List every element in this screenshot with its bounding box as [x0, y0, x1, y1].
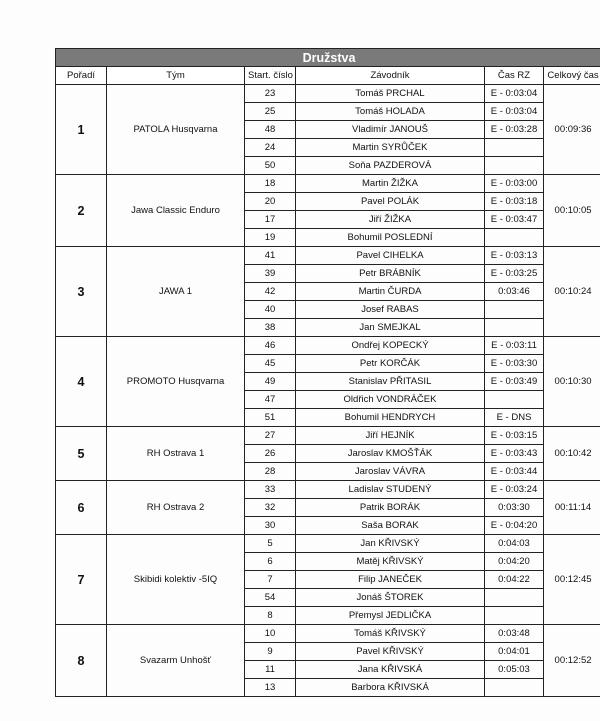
rz-time: 0:03:30: [485, 499, 544, 517]
header-row: [56, 67, 600, 85]
rz-time: E - 0:03:24: [485, 481, 544, 499]
start-number: 19: [245, 229, 296, 247]
start-number: 47: [245, 391, 296, 409]
header-start: Start. číslo: [245, 67, 296, 85]
start-number: 23: [245, 85, 296, 103]
rider-row: [56, 427, 600, 445]
team-name: RH Ostrava 1: [107, 427, 245, 481]
start-number: 32: [245, 499, 296, 517]
start-number: 42: [245, 283, 296, 301]
rz-time: E - 0:03:28: [485, 121, 544, 139]
team-name: Jawa Classic Enduro: [107, 175, 245, 247]
start-number: 10: [245, 625, 296, 643]
rz-time: [485, 139, 544, 157]
header-total: Celkový čas: [544, 67, 600, 85]
start-number: 18: [245, 175, 296, 193]
start-number: 20: [245, 193, 296, 211]
rider-name: Vladimír JANOUŠ: [296, 121, 485, 139]
rider-name: Stanislav PŘITASIL: [296, 373, 485, 391]
start-number: 33: [245, 481, 296, 499]
team-total-time: 00:12:45: [544, 535, 600, 625]
team-results-table: [55, 48, 600, 697]
title-row: [56, 49, 600, 67]
rz-time: E - 0:03:43: [485, 445, 544, 463]
rz-time: [485, 301, 544, 319]
rider-row: [56, 175, 600, 193]
start-number: 40: [245, 301, 296, 319]
rider-row: [56, 85, 600, 103]
team-name: Skibidi kolektiv -5IQ: [107, 535, 245, 625]
rider-name: Ondřej KOPECKÝ: [296, 337, 485, 355]
rider-name: Jonáš ŠTOREK: [296, 589, 485, 607]
rider-name: Martin ŽIŽKA: [296, 175, 485, 193]
start-number: 45: [245, 355, 296, 373]
rz-time: [485, 229, 544, 247]
team-place: 8: [56, 625, 107, 697]
rider-row: [56, 481, 600, 499]
start-number: 25: [245, 103, 296, 121]
team-total-time: 00:09:36: [544, 85, 600, 175]
start-number: 8: [245, 607, 296, 625]
rider-name: Jan SMEJKAL: [296, 319, 485, 337]
team-place: 4: [56, 337, 107, 427]
start-number: 27: [245, 427, 296, 445]
rider-name: Martin ČURDA: [296, 283, 485, 301]
rz-time: E - 0:03:13: [485, 247, 544, 265]
team-name: PROMOTO Husqvarna: [107, 337, 245, 427]
rider-name: Barbora KŘIVSKÁ: [296, 679, 485, 697]
rider-row: [56, 535, 600, 553]
rz-time: 0:03:48: [485, 625, 544, 643]
start-number: 6: [245, 553, 296, 571]
rider-name: Oldřich VONDRÁČEK: [296, 391, 485, 409]
rz-time: E - 0:03:44: [485, 463, 544, 481]
team-place: 3: [56, 247, 107, 337]
rider-name: Pavel KŘIVSKÝ: [296, 643, 485, 661]
start-number: 26: [245, 445, 296, 463]
rider-name: Matěj KŘIVSKÝ: [296, 553, 485, 571]
rider-name: Tomáš KŘIVSKÝ: [296, 625, 485, 643]
rider-name: Bohumil HENDRYCH: [296, 409, 485, 427]
rz-time: 0:04:03: [485, 535, 544, 553]
rider-name: Jan KŘIVSKÝ: [296, 535, 485, 553]
team-place: 7: [56, 535, 107, 625]
rider-name: Tomáš HOLADA: [296, 103, 485, 121]
team-total-time: 00:10:05: [544, 175, 600, 247]
start-number: 50: [245, 157, 296, 175]
rider-name: Jana KŘIVSKÁ: [296, 661, 485, 679]
rz-time: [485, 391, 544, 409]
rz-time: [485, 589, 544, 607]
team-place: 5: [56, 427, 107, 481]
rider-name: Jiří ŽIŽKA: [296, 211, 485, 229]
rider-name: Petr KORČÁK: [296, 355, 485, 373]
rider-name: Jiří HEJNÍK: [296, 427, 485, 445]
rz-time: 0:03:46: [485, 283, 544, 301]
rider-name: Jaroslav KMOŠŤÁK: [296, 445, 485, 463]
team-place: 1: [56, 85, 107, 175]
rz-time: E - 0:03:00: [485, 175, 544, 193]
rider-row: [56, 625, 600, 643]
rz-time: E - DNS: [485, 409, 544, 427]
team-total-time: 00:10:30: [544, 337, 600, 427]
rider-name: Petr BRÁBNÍK: [296, 265, 485, 283]
table-title: Družstva: [56, 49, 600, 67]
rz-time: [485, 157, 544, 175]
rider-name: Bohumil POSLEDNÍ: [296, 229, 485, 247]
start-number: 54: [245, 589, 296, 607]
start-number: 30: [245, 517, 296, 535]
team-place: 2: [56, 175, 107, 247]
start-number: 9: [245, 643, 296, 661]
rider-name: Martin SYRŮČEK: [296, 139, 485, 157]
rider-name: Saša BORAK: [296, 517, 485, 535]
rider-row: [56, 337, 600, 355]
rz-time: E - 0:03:47: [485, 211, 544, 229]
header-team: Tým: [107, 67, 245, 85]
start-number: 49: [245, 373, 296, 391]
rz-time: 0:05:03: [485, 661, 544, 679]
start-number: 11: [245, 661, 296, 679]
rider-name: Jaroslav VÁVRA: [296, 463, 485, 481]
team-place: 6: [56, 481, 107, 535]
rider-name: Patrik BORÁK: [296, 499, 485, 517]
header-time: Čas RZ: [485, 67, 544, 85]
start-number: 17: [245, 211, 296, 229]
rz-time: 0:04:01: [485, 643, 544, 661]
rz-time: [485, 319, 544, 337]
team-total-time: 00:11:14: [544, 481, 600, 535]
team-total-time: 00:12:52: [544, 625, 600, 697]
rider-name: Tomáš PRCHAL: [296, 85, 485, 103]
header-place: Pořadí: [56, 67, 107, 85]
team-total-time: 00:10:24: [544, 247, 600, 337]
team-total-time: 00:10:42: [544, 427, 600, 481]
rz-time: 0:04:22: [485, 571, 544, 589]
rz-time: E - 0:03:18: [485, 193, 544, 211]
rider-name: Pavel POLÁK: [296, 193, 485, 211]
start-number: 46: [245, 337, 296, 355]
rider-name: Filip JANEČEK: [296, 571, 485, 589]
rider-row: [56, 247, 600, 265]
start-number: 41: [245, 247, 296, 265]
team-name: PATOLA Husqvarna: [107, 85, 245, 175]
rider-name: Soňa PAZDEROVÁ: [296, 157, 485, 175]
results-body: [56, 85, 600, 697]
rz-time: E - 0:04:20: [485, 517, 544, 535]
header-rider: Závodník: [296, 67, 485, 85]
rz-time: E - 0:03:04: [485, 103, 544, 121]
rz-time: E - 0:03:30: [485, 355, 544, 373]
start-number: 7: [245, 571, 296, 589]
rz-time: E - 0:03:04: [485, 85, 544, 103]
start-number: 24: [245, 139, 296, 157]
team-name: Svazarm Unhošť: [107, 625, 245, 697]
rz-time: [485, 607, 544, 625]
rz-time: E - 0:03:11: [485, 337, 544, 355]
rz-time: [485, 679, 544, 697]
team-name: JAWA 1: [107, 247, 245, 337]
rider-name: Josef RABAS: [296, 301, 485, 319]
rz-time: 0:04:20: [485, 553, 544, 571]
rider-name: Pavel CIHELKA: [296, 247, 485, 265]
start-number: 48: [245, 121, 296, 139]
start-number: 5: [245, 535, 296, 553]
start-number: 51: [245, 409, 296, 427]
start-number: 39: [245, 265, 296, 283]
rider-name: Ladislav STUDENÝ: [296, 481, 485, 499]
rz-time: E - 0:03:25: [485, 265, 544, 283]
rider-name: Přemysl JEDLIČKA: [296, 607, 485, 625]
rz-time: E - 0:03:15: [485, 427, 544, 445]
start-number: 28: [245, 463, 296, 481]
team-name: RH Ostrava 2: [107, 481, 245, 535]
start-number: 13: [245, 679, 296, 697]
rz-time: E - 0:03:49: [485, 373, 544, 391]
start-number: 38: [245, 319, 296, 337]
